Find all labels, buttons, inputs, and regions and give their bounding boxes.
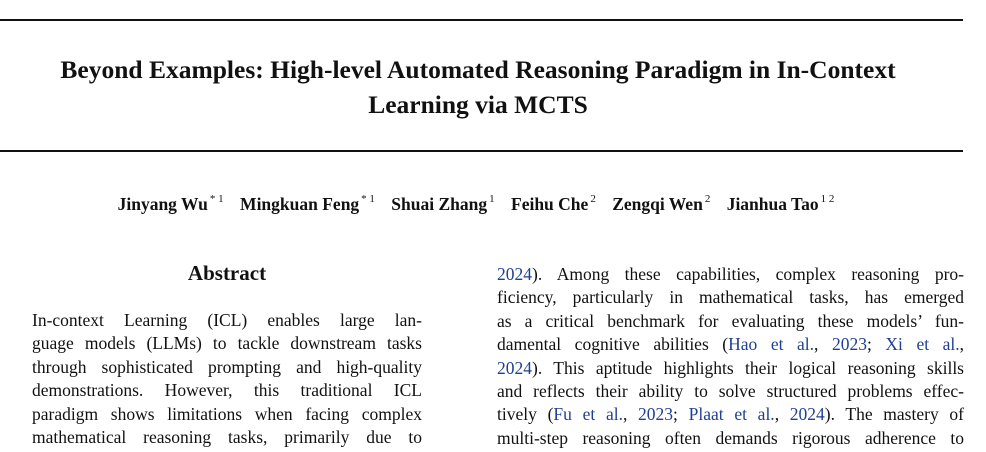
intro-line: tively (Fu et al., 2023; Plaat et al., 2024). The mastery of: [497, 404, 964, 425]
intro-line: ficiency, particularly in mathematical tasks, has emerged: [497, 287, 964, 308]
abstract-line: In-context Learning (ICL) enables large lan-: [32, 310, 422, 330]
abstract-line: through sophisticated prompting and high-quality: [32, 356, 422, 377]
abstract-line: demonstrations. However, this traditional ICL: [32, 380, 422, 401]
intro-line: damental cognitive abilities (Hao et al., 2023; Xi et al.,: [497, 334, 964, 355]
citation-link[interactable]: Fu et al.: [553, 404, 623, 425]
abstract-line: paradigm shows limitations when facing complex: [32, 403, 422, 424]
author: Feihu Che $^2$: [511, 193, 596, 214]
title-bottom-rule: [0, 150, 963, 152]
citation-link[interactable]: 2023: [638, 404, 674, 425]
abstract-line: mathematical reasoning tasks, primarily due to: [32, 427, 422, 448]
intro-line: and reflects their ability to solve structured problems effec-: [497, 381, 964, 402]
paper-title-line-2: Learning via MCTS: [368, 90, 588, 119]
author-list: [0, 193, 952, 215]
author: Jinyang Wu $^{* 1}$: [117, 193, 224, 214]
citation-link[interactable]: Plaat et al.: [688, 404, 775, 425]
introduction-body: [497, 263, 964, 450]
intro-line: 2024). This aptitude highlights their logical reasoning skills: [497, 357, 964, 378]
citation-link[interactable]: 2024: [789, 404, 825, 425]
author: Shuai Zhang $^1$: [391, 193, 495, 214]
author: Zengqi Wen $^2$: [612, 193, 711, 214]
abstract-body: [32, 309, 422, 449]
title-top-rule: [0, 19, 963, 21]
citation-link[interactable]: 2023: [831, 334, 867, 355]
intro-line: multi-step reasoning often demands rigorous adherence to: [497, 427, 964, 448]
author: Jianhua Tao $^{1 2}$: [726, 193, 835, 214]
abstract-line: guage models (LLMs) to tackle downstream tasks: [32, 333, 422, 354]
citation-link[interactable]: 2024: [497, 264, 532, 284]
intro-line: 2024). Among these capabilities, complex reasoning pro-: [497, 264, 964, 284]
citation-link[interactable]: Xi et al.: [885, 334, 960, 355]
author: Mingkuan Feng $^{* 1}$: [240, 193, 375, 214]
intro-line: as a critical benchmark for evaluating these models’ fun-: [497, 310, 964, 331]
abstract-heading: Abstract: [187, 261, 267, 285]
paper-title-line-1: Beyond Examples: High-level Automated Reasoning Paradigm in In-Context: [60, 55, 896, 84]
citation-link[interactable]: Hao et al.: [728, 334, 815, 355]
citation-link[interactable]: 2024: [497, 357, 532, 378]
